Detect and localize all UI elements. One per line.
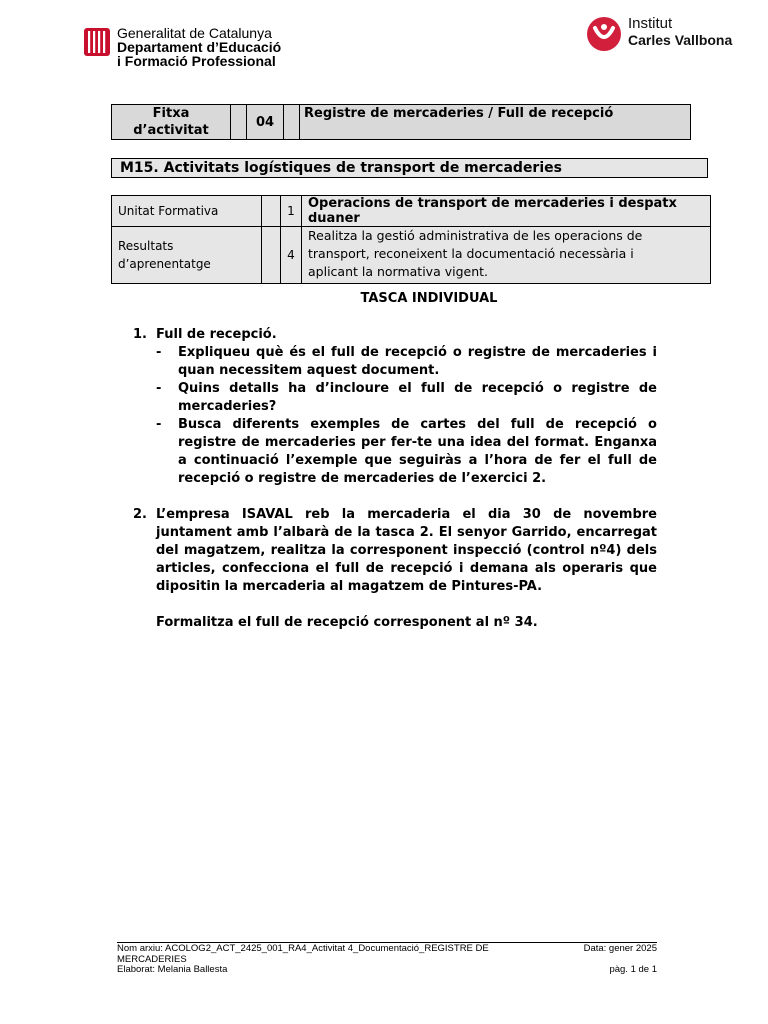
ra-label-cell <box>112 227 262 284</box>
table-row <box>112 196 711 227</box>
task-item-2 <box>133 506 657 596</box>
activity-label-line1: Fitxa <box>152 106 190 121</box>
institut-wordmark <box>628 16 732 48</box>
footer-date: Data: gener 2025 <box>583 943 657 954</box>
institut-name: Carles Vallbona <box>628 32 733 48</box>
item-number: 1. <box>133 327 147 342</box>
activity-title: Registre de mercaderies / Full de recepció <box>300 105 691 140</box>
dash-bullet: - <box>156 381 162 396</box>
subitem <box>133 344 657 380</box>
empty-cell <box>262 227 281 284</box>
empty-cell <box>284 105 300 140</box>
empty-cell <box>262 196 281 227</box>
uf-label: Unitat Formativa <box>112 196 262 227</box>
activity-number: 04 <box>247 105 284 140</box>
page-footer <box>117 942 657 976</box>
activity-label-cell <box>112 105 231 140</box>
item-number: 2. <box>133 507 147 522</box>
unit-table <box>111 195 711 284</box>
item-title: Full de recepció. <box>156 327 277 342</box>
table-row <box>112 227 711 284</box>
department-name-2: i Formació Professional <box>117 53 276 69</box>
subitem <box>133 416 657 488</box>
module-title: M15. Activitats logístiques de transport de mercaderies <box>112 159 708 178</box>
subitem-text: Quins detalls ha d’incloure el full de recepció o registre de mercaderies? <box>178 381 657 414</box>
followup-text: Formalitza el full de recepció corresponent al nº 34. <box>156 615 538 630</box>
subitem-text: Expliqueu què és el full de recepció o registre de mercaderies i quan necessitem aquest document. <box>178 345 657 378</box>
ra-text-line2: transport, reconeixent la documentació necessària i <box>308 246 634 261</box>
ra-label-line1: Resultats <box>118 239 174 253</box>
ra-text-cell <box>302 227 711 284</box>
subitem-text: Busca diferents exemples de cartes del full de recepció o registre de mercaderies per fer-te una idea del format. Enganxa a continuació l’exemple que seguiràs a l’hora de fer el full de recepció o registre de mercaderies de l’exercici 2. <box>178 417 657 486</box>
uf-title: Operacions de transport de mercaderies i despatx duaner <box>302 196 711 227</box>
ra-number: 4 <box>281 227 302 284</box>
institut-label: Institut <box>628 15 673 32</box>
activity-header-table <box>111 104 691 140</box>
item-text: L’empresa ISAVAL reb la mercaderia el dia 30 de novembre juntament amb l’albarà de la tasca 2. El senyor Garrido, encarregat del magatzem, realitza la corresponent inspecció (control nº4) dels articles, confecciona el full de recepció i demana als operaris que dipositin la mercaderia al magatzem de Pintures-PA. <box>156 507 657 594</box>
generalitat-name: Generalitat de Catalunya <box>117 25 272 41</box>
ra-text-line1: Realitza la gestió administrativa de les operacions de <box>308 228 643 243</box>
empty-cell <box>231 105 247 140</box>
subitem <box>133 380 657 416</box>
dash-bullet: - <box>156 417 162 432</box>
task-body <box>133 326 657 632</box>
footer-author: Elaborat: Melania Ballesta <box>117 964 228 975</box>
institut-logo-icon <box>586 16 622 52</box>
uf-number: 1 <box>281 196 302 227</box>
activity-label-line2: d’activitat <box>133 123 209 138</box>
module-table <box>111 158 708 178</box>
task-item-1 <box>133 326 657 344</box>
ra-text-line3: aplicant la normativa vigent. <box>308 264 488 279</box>
generalitat-logo-icon <box>84 28 110 56</box>
task-heading: TASCA INDIVIDUAL <box>360 291 498 306</box>
footer-filename: Nom arxiu: ACOLOG2_ACT_2425_001_RA4_Activitat 4_Documentació_REGISTRE DE MERCADERIES <box>117 943 489 965</box>
dash-bullet: - <box>156 345 162 360</box>
task-followup <box>133 614 657 632</box>
ra-label-line2: d’aprenentatge <box>118 257 211 271</box>
generalitat-wordmark <box>117 26 281 68</box>
footer-page: pàg. 1 de 1 <box>609 964 657 975</box>
department-name: Departament d’Educació <box>117 39 282 55</box>
